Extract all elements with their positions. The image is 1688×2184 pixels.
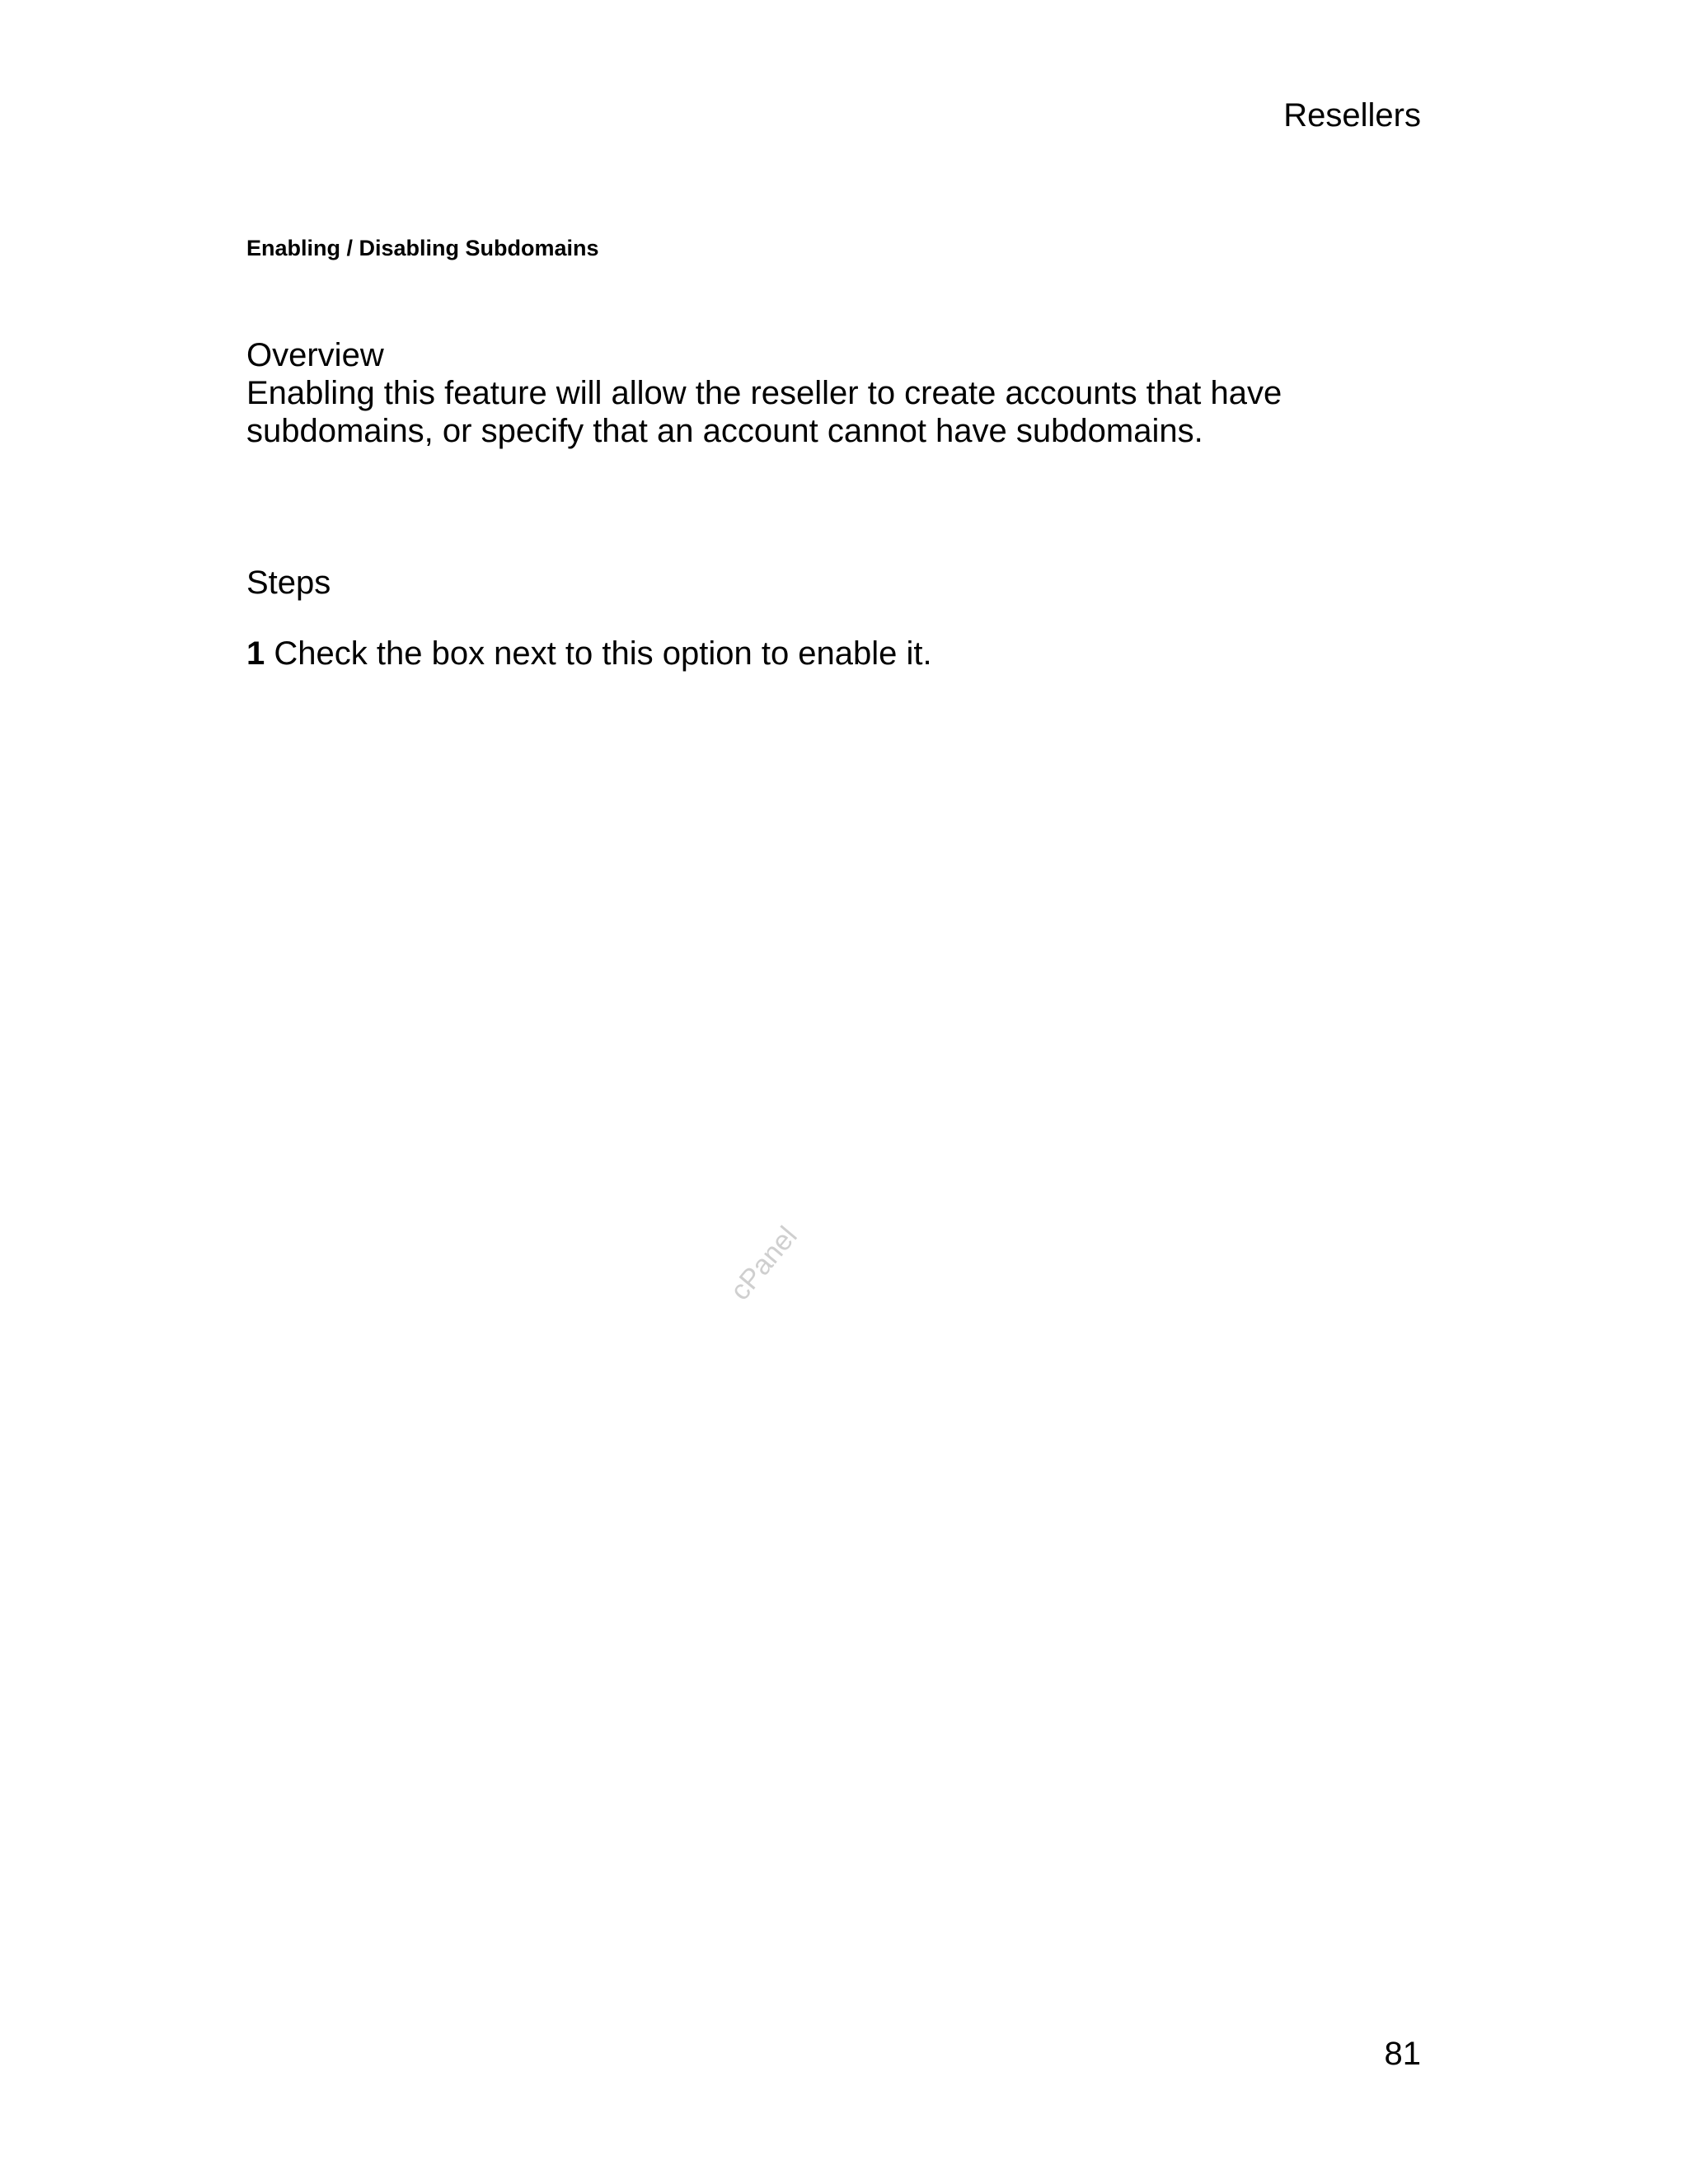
overview-section [246, 336, 1442, 450]
step-number: 1 [246, 635, 265, 672]
step-text: Check the box next to this option to enable it. [265, 635, 932, 672]
watermark-text: cPanel [724, 1220, 804, 1307]
section-title: Enabling / Disabling Subdomains [246, 236, 599, 260]
running-header: Resellers [1283, 97, 1421, 134]
step-item [246, 634, 932, 673]
overview-paragraph: Enabling this feature will allow the reseller to create accounts that have subdomains, or specify that an account cannot have subdomains. [246, 375, 1282, 449]
page-number: 81 [1384, 2036, 1421, 2072]
overview-heading: Overview [246, 337, 384, 373]
steps-heading: Steps [246, 565, 331, 601]
